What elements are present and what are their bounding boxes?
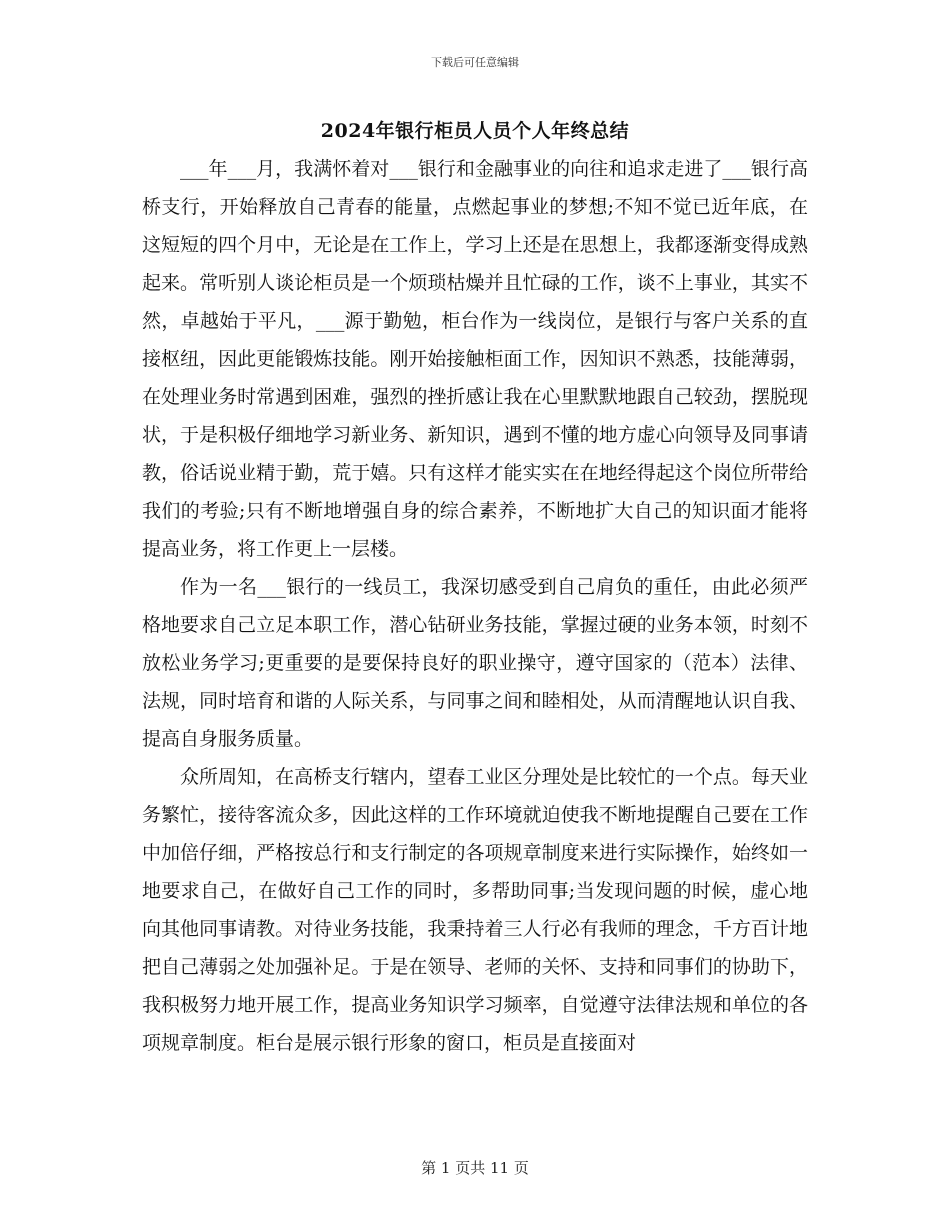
paragraph-2: 作为一名___银行的一线员工，我深切感受到自己肩负的重任，由此必须严格地要求自己立足本职工作，潜心钻研业务技能，掌握过硬的业务本领，时刻不放松业务学习;更重要的是要保持良好的职业操守，遵守国家的（范本）法律、法规，同时培育和谐的人际关系，与同事之间和睦相处，从而清醒地认识自我、提高自身服务质量。 bbox=[142, 576, 808, 750]
page-number: 第 1 页共 11 页 bbox=[421, 1159, 529, 1177]
paragraph-3: 众所周知，在高桥支行辖内，望春工业区分理处是比较忙的一个点。每天业务繁忙，接待客流众多，因此这样的工作环境就迫使我不断地提醒自己要在工作中加倍仔细，严格按总行和支行制定的各项规章制度来进行实际操作，始终如一地要求自己，在做好自己工作的同时，多帮助同事;当发现问题的时候，虚心地向其他同事请教。对待业务技能，我秉持着三人行必有我师的理念，千方百计地把自己薄弱之处加强补足。于是在领导、老师的关怀、支持和同事们的协助下，我积极努力地开展工作，提高业务知识学习频率，自觉遵守法律法规和单位的各项规章制度。柜台是展示银行形象的窗口，柜员是直接面对 bbox=[142, 766, 808, 1054]
document-title: 2024年银行柜员人员个人年终总结 bbox=[320, 120, 630, 142]
page-header-note: 下载后可任意编辑 bbox=[431, 56, 519, 69]
paragraph-1: ___年___月，我满怀着对___银行和金融事业的向往和追求走进了___银行高桥支行，开始释放自己青春的能量，点燃起事业的梦想;不知不觉已近年底，在这短短的四个月中，无论是在工作上，学习上还是在思想上，我都逐渐变得成熟起来。常听别人谈论柜员是一个烦琐枯燥并且忙碌的工作，谈不上事业，其实不然，卓越始于平凡，___源于勤勉，柜台作为一线岗位，是银行与客户关系的直接枢纽，因此更能锻炼技能。刚开始接触柜面工作，因知识不熟悉，技能薄弱，在处理业务时常遇到困难，强烈的挫折感让我在心里默默地跟自己较劲，摆脱现状，于是积极仔细地学习新业务、新知识，遇到不懂的地方虚心向领导及同事请教，俗话说业精于勤，荒于嬉。只有这样才能实实在在地经得起这个岗位所带给我们的考验;只有不断地增强自身的综合素养，不断地扩大自己的知识面才能将提高业务，将工作更上一层楼。 bbox=[142, 158, 808, 560]
document-body bbox=[142, 150, 808, 1062]
